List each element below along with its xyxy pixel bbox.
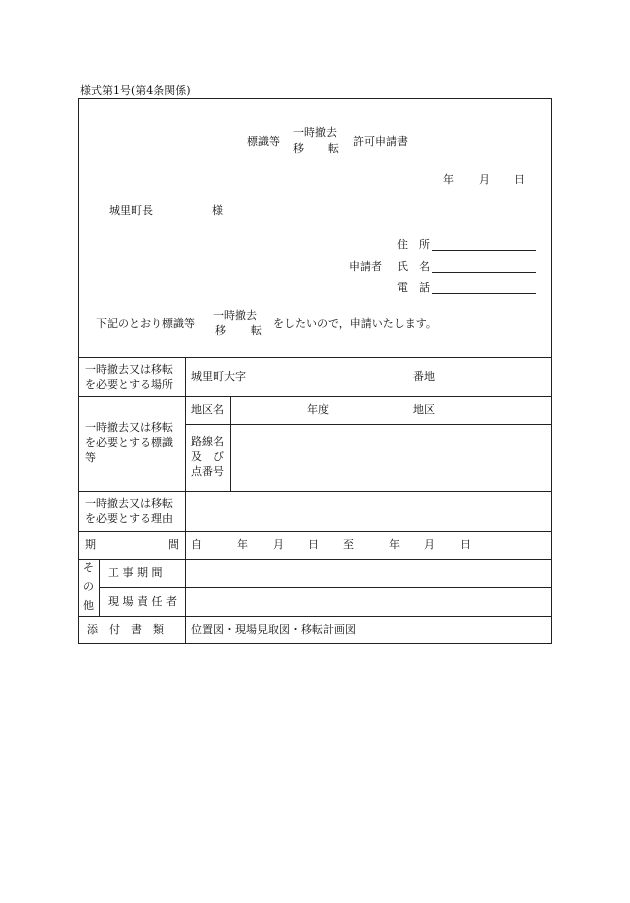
- statement-suffix: をしたいので，申請いたします。: [273, 317, 437, 330]
- district-year[interactable]: 年度: [307, 403, 329, 416]
- route-label-3: 点番号: [191, 465, 224, 478]
- attachments-label: 添 付 書 類: [87, 623, 164, 636]
- address-line[interactable]: [432, 250, 536, 251]
- statement-stack-bottom-left: 移: [215, 324, 226, 337]
- title-prefix: 標識等: [247, 135, 280, 148]
- statement-stack-top: 一時撤去: [213, 309, 257, 322]
- divider: [99, 559, 100, 616]
- period-label-right: 間: [168, 538, 179, 551]
- applicant-phone-label: 電 話: [397, 281, 430, 294]
- period-year-1[interactable]: 年: [237, 538, 248, 551]
- date-day: 日: [514, 173, 525, 186]
- title-stack-top: 一時撤去: [293, 126, 337, 139]
- other-char-2: の: [83, 580, 94, 593]
- location-label-1: 一時撤去又は移転: [85, 363, 173, 376]
- period-from: 自: [191, 538, 202, 551]
- location-label-2: を必要とする場所: [85, 378, 173, 391]
- divider: [230, 396, 231, 491]
- district-label: 地区名: [191, 403, 224, 416]
- period-day-2[interactable]: 日: [460, 538, 471, 551]
- period-label-left: 期: [85, 538, 96, 551]
- divider: [185, 357, 186, 643]
- other-char-3: 他: [83, 599, 94, 612]
- title-stack-bottom-left: 移: [293, 142, 304, 155]
- location-town[interactable]: 城里町大字: [191, 370, 246, 383]
- divider: [79, 396, 551, 397]
- applicant-label: 申請者: [349, 260, 382, 273]
- divider: [79, 491, 551, 492]
- application-form: [78, 98, 552, 644]
- applicant-name-label: 氏 名: [397, 260, 430, 273]
- form-number: 様式第1号(第4条関係): [80, 84, 191, 97]
- statement-prefix: 下記のとおり標識等: [96, 317, 195, 330]
- title-stack-bottom-right: 転: [328, 142, 339, 155]
- reason-label-1: 一時撤去又は移転: [85, 497, 173, 510]
- period-month-1[interactable]: 月: [273, 538, 284, 551]
- divider: [79, 559, 551, 560]
- sign-label-1: 一時撤去又は移転: [85, 421, 173, 434]
- sign-label-3: 等: [85, 451, 96, 464]
- period-month-2[interactable]: 月: [424, 538, 435, 551]
- date-month: 月: [479, 173, 490, 186]
- divider: [79, 531, 551, 532]
- statement-stack-bottom-right: 転: [251, 324, 262, 337]
- reason-label-2: を必要とする理由: [85, 512, 173, 525]
- period-to: 至: [343, 538, 354, 551]
- district-suffix[interactable]: 地区: [413, 403, 435, 416]
- route-label-1: 路線名: [191, 435, 224, 448]
- other-char-1: そ: [83, 561, 94, 574]
- divider: [185, 424, 551, 425]
- location-lot[interactable]: 番地: [413, 370, 435, 383]
- addressee-name: 城里町長: [109, 204, 153, 217]
- name-line[interactable]: [432, 272, 536, 273]
- addressee-honorific: 様: [212, 204, 223, 217]
- date-year: 年: [443, 173, 454, 186]
- work-period-label: 工 事 期 間: [108, 566, 163, 579]
- site-manager-label: 現 場 責 任 者: [108, 595, 177, 608]
- route-label-2: 及 び: [191, 450, 224, 463]
- sign-label-2: を必要とする標識: [85, 436, 173, 449]
- title-suffix: 許可申請書: [353, 135, 408, 148]
- attachments-value: 位置図・現場見取図・移転計画図: [191, 623, 356, 636]
- divider: [79, 616, 551, 617]
- period-year-2[interactable]: 年: [389, 538, 400, 551]
- applicant-address-label: 住 所: [397, 238, 430, 251]
- divider: [79, 357, 551, 358]
- phone-line[interactable]: [432, 293, 536, 294]
- divider: [99, 587, 551, 588]
- period-day-1[interactable]: 日: [308, 538, 319, 551]
